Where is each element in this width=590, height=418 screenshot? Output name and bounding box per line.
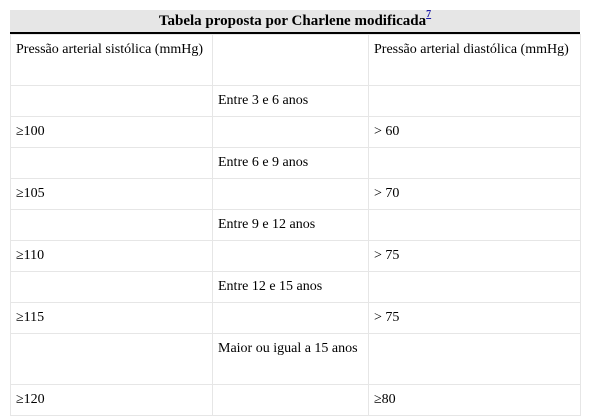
table-cell bbox=[11, 334, 213, 385]
data-table-container bbox=[10, 10, 580, 416]
table-cell: > 60 bbox=[369, 117, 581, 148]
table-cell: > 70 bbox=[369, 179, 581, 210]
table-cell: Entre 9 e 12 anos bbox=[213, 210, 369, 241]
table-cell: ≥110 bbox=[11, 241, 213, 272]
table-row bbox=[11, 179, 581, 210]
header-cell-diastolic: Pressão arterial diastólica (mmHg) bbox=[369, 35, 581, 86]
table-row bbox=[11, 272, 581, 303]
table-row bbox=[11, 148, 581, 179]
table-cell: ≥120 bbox=[11, 385, 213, 416]
table-cell: ≥105 bbox=[11, 179, 213, 210]
table-cell: Maior ou igual a 15 anos bbox=[213, 334, 369, 385]
table-cell bbox=[369, 210, 581, 241]
table-cell bbox=[11, 272, 213, 303]
table-row bbox=[11, 210, 581, 241]
table-cell: Entre 6 e 9 anos bbox=[213, 148, 369, 179]
table-row bbox=[11, 385, 581, 416]
table-cell bbox=[213, 117, 369, 148]
table-row bbox=[11, 334, 581, 385]
table-cell: ≥115 bbox=[11, 303, 213, 334]
table-row bbox=[11, 303, 581, 334]
table-cell bbox=[213, 179, 369, 210]
reference-superscript bbox=[426, 9, 431, 20]
table-cell bbox=[11, 148, 213, 179]
table-header-row bbox=[11, 35, 581, 86]
header-cell-age bbox=[213, 35, 369, 86]
table-cell bbox=[369, 272, 581, 303]
table-cell bbox=[11, 210, 213, 241]
table-cell bbox=[369, 334, 581, 385]
table-cell bbox=[213, 385, 369, 416]
table-cell bbox=[213, 303, 369, 334]
table-cell: ≥100 bbox=[11, 117, 213, 148]
table-caption-text: Tabela proposta por Charlene modificada bbox=[158, 13, 427, 29]
reference-link[interactable]: 7 bbox=[426, 9, 432, 20]
table-row bbox=[11, 86, 581, 117]
header-cell-systolic: Pressão arterial sistólica (mmHg) bbox=[11, 35, 213, 86]
table-row bbox=[11, 117, 581, 148]
table-cell bbox=[369, 148, 581, 179]
table-cell bbox=[11, 86, 213, 117]
table-cell: > 75 bbox=[369, 303, 581, 334]
table-cell bbox=[213, 241, 369, 272]
table-row bbox=[11, 241, 581, 272]
table-cell: Entre 3 e 6 anos bbox=[213, 86, 369, 117]
table-cell: Entre 12 e 15 anos bbox=[213, 272, 369, 303]
table-cell: > 75 bbox=[369, 241, 581, 272]
table-cell bbox=[369, 86, 581, 117]
table-cell: ≥80 bbox=[369, 385, 581, 416]
table-caption bbox=[10, 10, 580, 34]
blood-pressure-table bbox=[10, 34, 581, 416]
